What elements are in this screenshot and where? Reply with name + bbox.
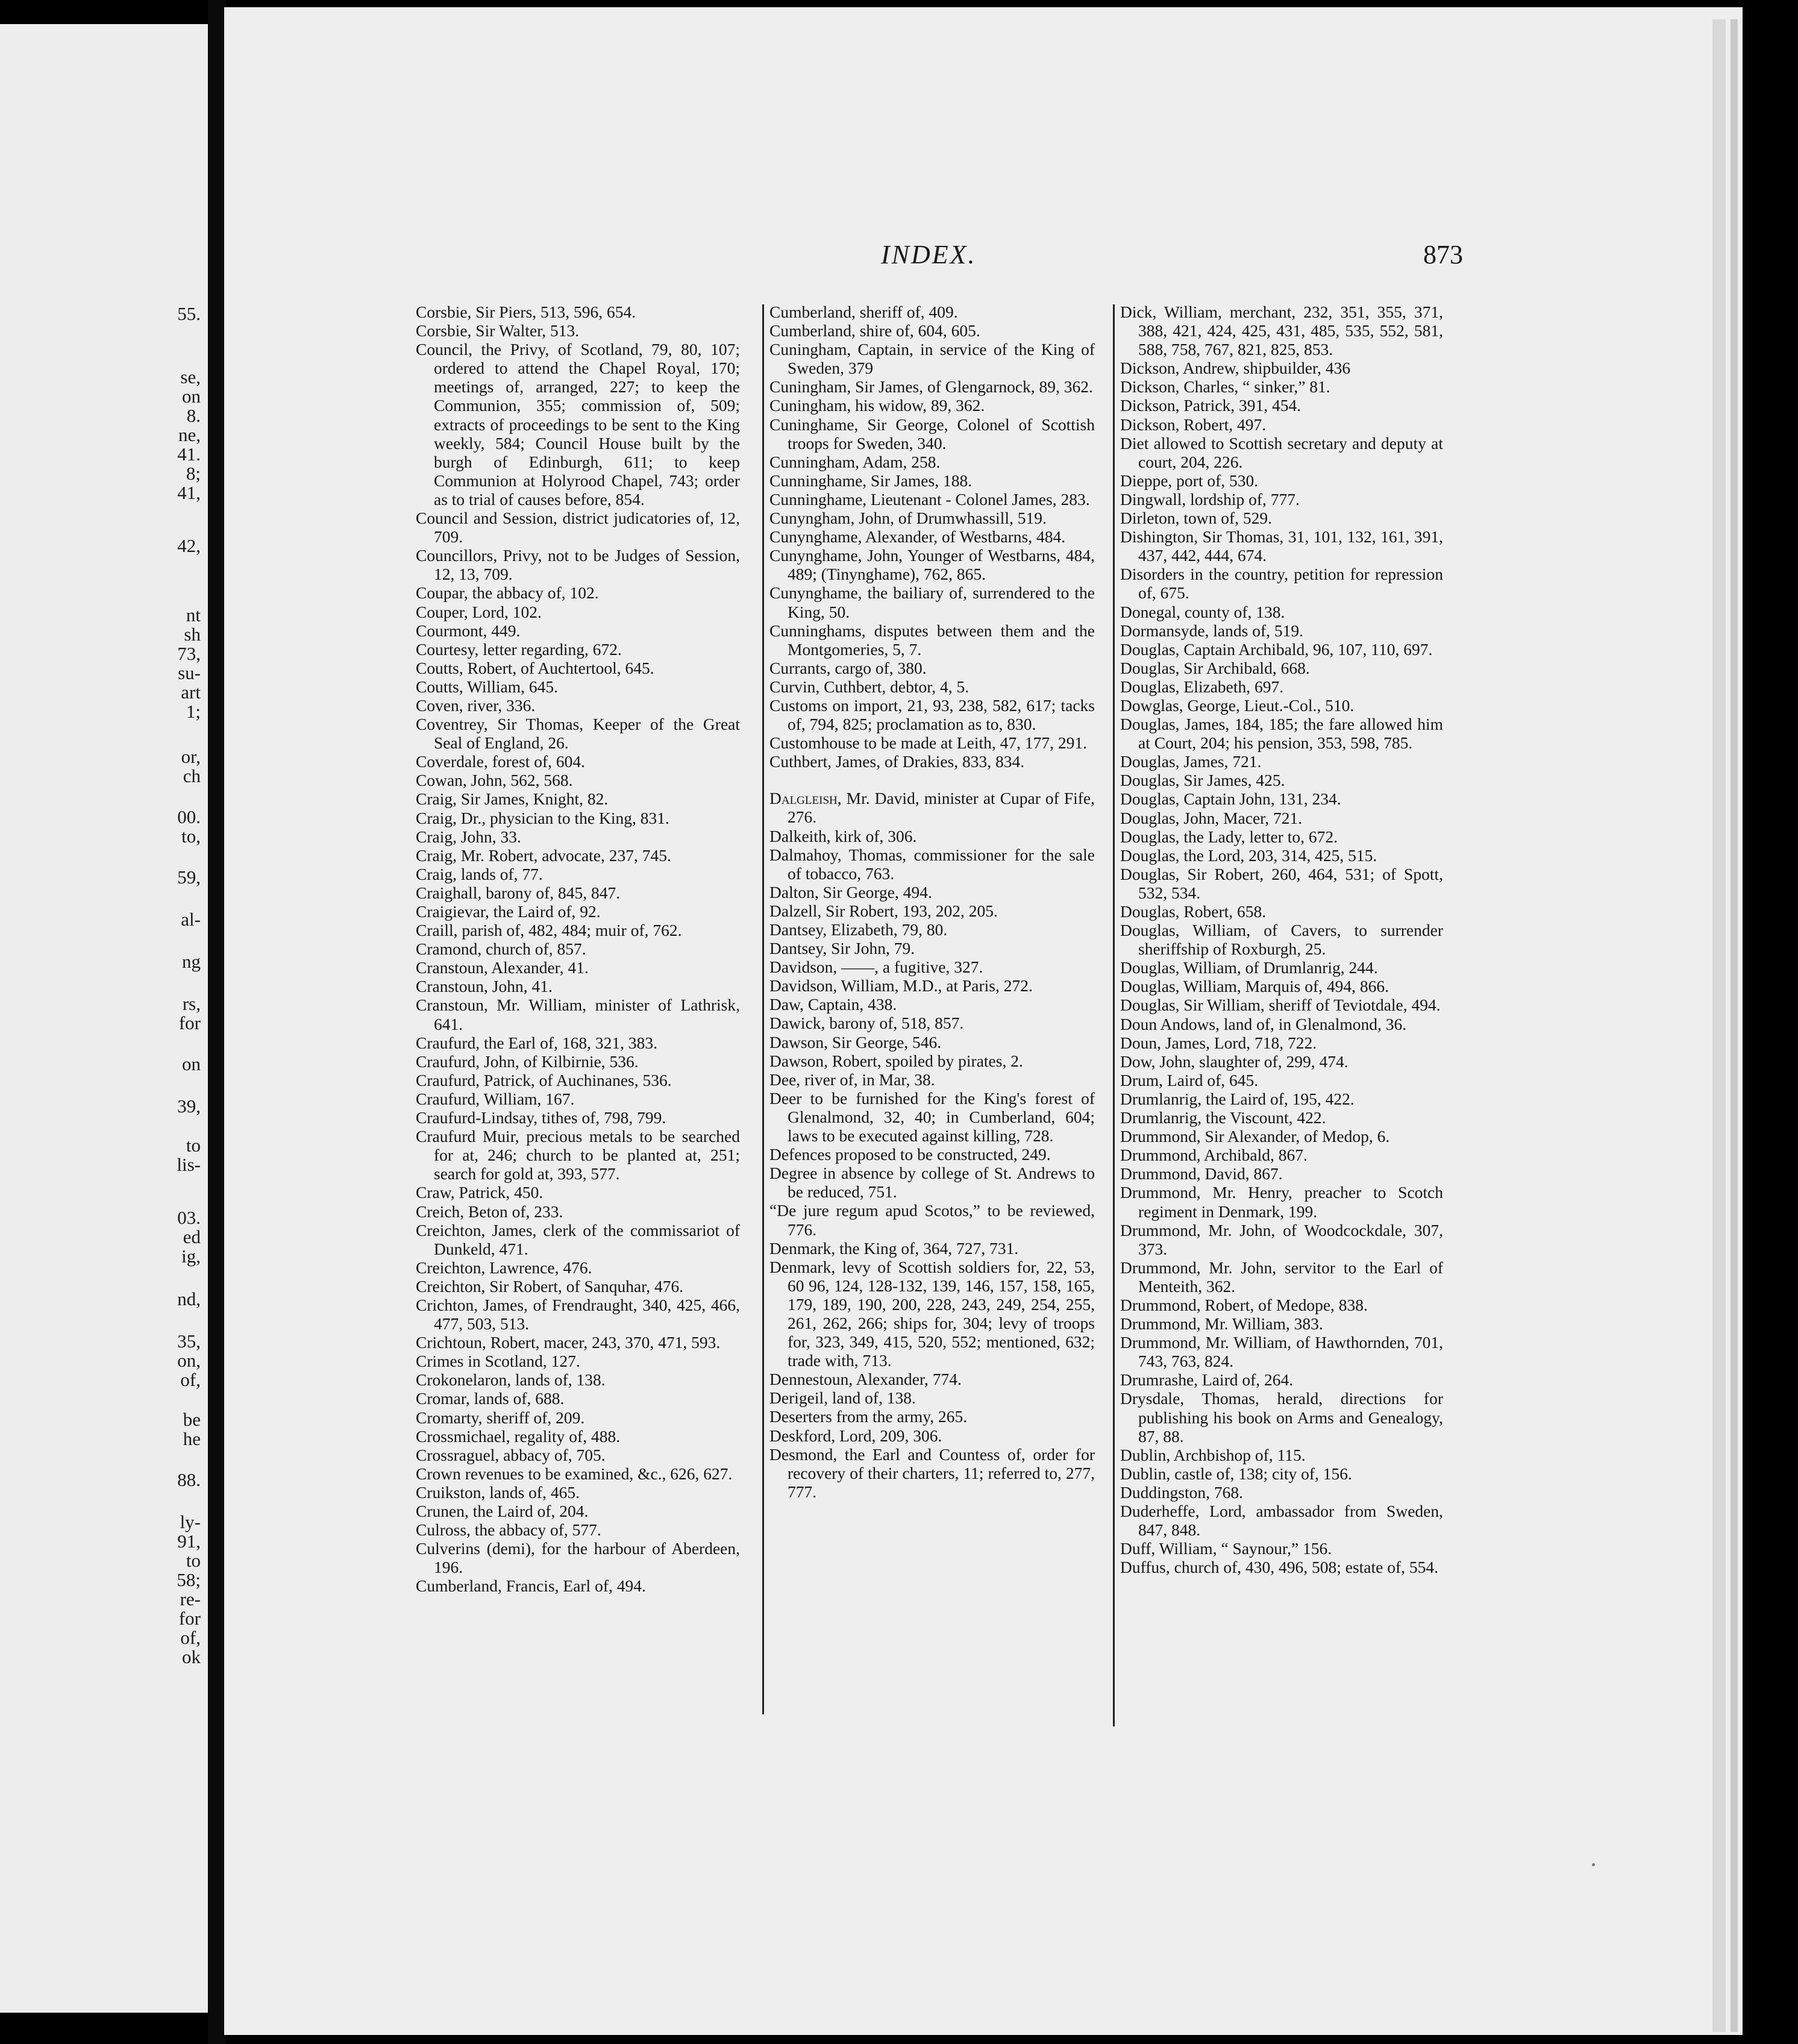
index-column-1 [416,303,740,1595]
facing-page-fragment: al- [181,909,201,930]
facing-page-fragment: of, [180,1627,201,1648]
facing-page-fragment: for [178,1608,201,1629]
running-head: INDEX. [881,240,977,269]
index-entry: Customhouse to be made at Leith, 47, 177, 291. [769,733,1088,753]
index-entry: Councillors, Privy, not to be Judges of Session, 12, 13, 709. [416,546,740,584]
index-entry: Coven, river, 336. [416,695,536,715]
index-entry: Cranstoun, Mr. William, minister of Lathrisk, 641. [416,995,740,1033]
index-entry: Denmark, levy of Scottish soldiers for, 22, 53, 60 96, 124, 128-132, 139, 146, 157, 158, 165, 179, 189, 190, 200, 228, 243, 249, 254, 255, 261, 262, 266; ships for, 304; levy of troops for, 323, 349, 415, 520, 552; mentioned, 632; trade with, 713. [769,1257,1095,1370]
index-entry: Craufurd, Patrick, of Auchinanes, 536. [416,1070,672,1089]
index-entry: Douglas, Sir William, sheriff of Teviotdale, 494. [1120,995,1441,1015]
index-entry: Cuninghame, Sir George, Colonel of Scottish troops for Sweden, 340. [769,415,1095,453]
index-entry: Creichton, Lawrence, 476. [416,1258,592,1277]
index-entry: Coventrey, Sir Thomas, Keeper of the Great Seal of England, 26. [416,715,740,753]
index-entry: Duff, William, “ Saynour,” 156. [1120,1539,1332,1558]
facing-page-fragment: art [181,682,201,703]
index-entry: Douglas, Captain John, 131, 234. [1120,789,1341,809]
index-entry: Dishington, Sir Thomas, 31, 101, 132, 161, 391, 437, 442, 444, 674. [1120,527,1443,565]
index-entry: Craig, Sir James, Knight, 82. [416,789,609,809]
index-entry: Dickson, Andrew, shipbuilder, 436 [1120,359,1351,378]
index-entry: Disorders in the country, petition for repression of, 675. [1120,565,1443,603]
facing-page-fragment: ly- [180,1511,201,1532]
index-entry: Cumberland, Francis, Earl of, 494. [416,1576,646,1596]
facing-page-fragment: be [183,1409,201,1430]
facing-page-fragment: 8. [186,405,201,426]
index-entry: Deskford, Lord, 209, 306. [769,1426,942,1445]
facing-page-fragment: to [186,1135,201,1156]
facing-page-fragment: 58; [177,1569,201,1590]
index-entry: Crunen, the Laird of, 204. [416,1502,589,1520]
index-entry: Dawson, Robert, spoiled by pirates, 2. [769,1051,1023,1070]
index-entry: Douglas, Elizabeth, 697. [1120,677,1284,696]
column-rule [762,304,764,1714]
index-entry: Duddingston, 768. [1120,1482,1243,1502]
facing-page-fragment: lis- [177,1154,201,1175]
index-entry: Craill, parish of, 482, 484; muir of, 762. [416,921,682,940]
index-entry: Douglas, Captain Archibald, 96, 107, 110, 697. [1120,639,1433,659]
index-entry: Douglas, Robert, 658. [1120,902,1267,921]
index-entry: Cunynghame, Alexander, of Westbarns, 484. [769,527,1066,547]
facing-page-fragment: su- [178,662,201,683]
index-entry: Deer to be furnished for the King's forest of Glenalmond, 32, 40; in Cumberland, 604; laws to be executed against killing, 728. [769,1088,1095,1146]
index-entry: Douglas, William, of Drumlanrig, 244. [1120,958,1378,977]
index-column-3 [1120,303,1443,1576]
index-entry: Drumlanrig, the Viscount, 422. [1120,1108,1326,1127]
index-entry: Dieppe, port of, 530. [1120,471,1259,490]
index-entry: Crimes in Scotland, 127. [416,1352,580,1371]
index-entry: Drumrashe, Laird of, 264. [1120,1370,1294,1390]
index-entry: Derigeil, land of, 138. [769,1388,916,1408]
page-edge [1731,19,1738,2032]
index-entry: Craufurd, John, of Kilbirnie, 536. [416,1052,639,1071]
index-entry: Drysdale, Thomas, herald, directions for publishing his book on Arms and Genealogy, 87, 88. [1120,1389,1443,1446]
facing-page-fragment: 39, [177,1096,201,1117]
facing-page-fragment: 91, [177,1531,201,1552]
index-entry: Dublin, Archbishop of, 115. [1120,1445,1306,1464]
index-entry: Douglas, James, 184, 185; the fare allowed him at Court, 204; his pension, 353, 598, 785. [1120,715,1443,753]
page-edge [1712,19,1726,2032]
index-entry: Cunynghame, the bailiary of, surrendered to the King, 50. [769,583,1095,621]
facing-page-fragment: on [182,386,201,407]
index-entry: Crichton, James, of Frendraught, 340, 425, 466, 477, 503, 513. [416,1295,740,1334]
index-entry: Creichton, Sir Robert, of Sanquhar, 476. [416,1276,684,1296]
facing-page-fragment: for [178,1012,201,1033]
index-entry: Dickson, Charles, “ sinker,” 81. [1120,377,1330,397]
facing-page-fragment: se, [180,366,201,387]
index-entry: “De jure regum apud Scotos,” to be reviewed, 776. [769,1201,1095,1239]
index-column-2 [769,303,1095,1501]
index-entry: Cunninghams, disputes between them and the Montgomeries, 5, 7. [769,621,1095,659]
facing-page-fragment: of, [180,1369,201,1390]
index-entry: Cunynghame, John, Younger of Westbarns, 484, 489; (Tinynghame), 762, 865. [769,546,1095,584]
index-entry: Davidson, ——, a fugitive, 327. [769,958,983,977]
index-entry: Cunningham, Adam, 258. [769,452,941,471]
index-entry: Crichtoun, Robert, macer, 243, 370, 471, 593. [416,1333,721,1352]
facing-page-fragment: 88. [177,1469,201,1490]
index-entry: Douglas, James, 721. [1120,752,1262,771]
index-page [224,7,1743,2035]
index-entry: Coupar, the abbacy of, 102. [416,583,599,603]
index-entry: Drummond, Mr. John, of Woodcockdale, 307, 373. [1120,1220,1443,1258]
facing-page-fragment: ng [182,951,201,972]
index-entry: Cromarty, sheriff of, 209. [416,1408,585,1427]
column-rule [1113,304,1115,1726]
index-entry: Cranstoun, Alexander, 41. [416,958,589,977]
index-entry: Drummond, Robert, of Medope, 838. [1120,1295,1368,1314]
index-entry: Dow, John, slaughter of, 299, 474. [1120,1052,1348,1071]
index-entry: Douglas, Sir Robert, 260, 464, 531; of Spott, 532, 534. [1120,864,1443,902]
facing-page-fragment: 59, [177,867,201,888]
index-entry: Craufurd, the Earl of, 168, 321, 383. [416,1033,657,1052]
facing-page-fragment: sh [184,624,201,645]
index-entry: Dirleton, town of, 529. [1120,509,1273,528]
index-entry: Dalkeith, kirk of, 306. [769,826,917,845]
index-entry: Creich, Beton of, 233. [416,1202,563,1221]
facing-page-fragment: re- [180,1588,201,1610]
facing-page-fragment: 55. [177,303,201,324]
index-entry: Dawick, barony of, 518, 857. [769,1014,964,1033]
index-entry: Cunninghame, Sir James, 188. [769,471,973,490]
index-entry: Douglas, the Lady, letter to, 672. [1120,827,1338,846]
page-number: 873 [1423,240,1463,269]
index-entry: Cowan, John, 562, 568. [416,771,573,790]
index-entry: Dee, river of, in Mar, 38. [769,1070,935,1089]
index-entry: Dickson, Patrick, 391, 454. [1120,396,1302,415]
index-entry: Dalton, Sir George, 494. [769,882,932,901]
facing-page-fragment: 41, [177,482,201,503]
index-entry: Drummond, Mr. John, servitor to the Earl of Menteith, 362. [1120,1258,1443,1296]
facing-page-fragment: 03. [177,1207,201,1228]
index-entry: Dalgleish, Mr. David, minister at Cupar of Fife, 276. [769,789,1095,827]
index-entry: Cramond, church of, 857. [416,939,586,959]
index-entry: Coverdale, forest of, 604. [416,752,586,771]
index-entry: Customs on import, 21, 93, 238, 582, 617; tacks of, 794, 825; proclamation as to, 830. [769,695,1095,734]
index-entry: Drummond, Mr. William, of Hawthornden, 701, 743, 763, 824. [1120,1333,1443,1371]
index-entry: Defences proposed to be constructed, 249. [769,1145,1051,1164]
index-entry: Cuningham, his widow, 89, 362. [769,396,985,415]
index-entry: Deserters from the army, 265. [769,1407,968,1426]
index-entry: Douglas, John, Macer, 721. [1120,808,1303,827]
facing-page-fragment: 35, [177,1331,201,1352]
facing-page-fragment: to [186,1550,201,1571]
index-entry: Cruikston, lands of, 465. [416,1482,580,1502]
paper-speck [1592,1863,1595,1866]
facing-page-fragment: nd, [177,1288,201,1309]
index-entry: Dalmahoy, Thomas, commissioner for the sale of tobacco, 763. [769,845,1095,883]
index-entry: Crossmichael, regality of, 488. [416,1426,621,1446]
facing-page-fragment: on [182,1053,201,1074]
page-header [224,239,1743,275]
index-entry: Douglas, Sir James, 425. [1120,771,1285,790]
index-entry: Craig, Mr. Robert, advocate, 237, 745. [416,845,671,865]
index-entry: Crossraguel, abbacy of, 705. [416,1445,606,1464]
index-entry: Davidson, William, M.D., at Paris, 272. [769,976,1033,995]
index-entry: Diet allowed to Scottish secretary and deputy at court, 204, 226. [1120,433,1443,471]
index-entry: Corsbie, Sir Piers, 513, 596, 654. [416,303,636,321]
index-entry: Dingwall, lordship of, 777. [1120,489,1300,509]
index-entry: Craighall, barony of, 845, 847. [416,883,621,902]
index-entry: Douglas, Sir Archibald, 668. [1120,658,1310,677]
facing-page-fragment: ne, [178,424,201,445]
index-entry: Dantsey, Sir John, 79. [769,939,915,958]
index-entry: Cumberland, shire of, 604, 605. [769,321,980,340]
index-entry: Douglas, the Lord, 203, 314, 425, 515. [1120,845,1377,865]
facing-page-fragment: 41. [177,444,201,465]
index-entry: Creichton, James, clerk of the commissariot of Dunkeld, 471. [416,1220,740,1258]
index-entry: Coutts, Robert, of Auchtertool, 645. [416,658,654,677]
facing-page-fragment: rs, [182,993,201,1014]
facing-page-fragment: ig, [181,1246,201,1267]
index-entry: Doun, James, Lord, 718, 722. [1120,1033,1317,1052]
index-entry: Drummond, Mr. William, 383. [1120,1314,1323,1334]
facing-page-fragment: ch [183,765,201,786]
index-entry: Council, the Privy, of Scotland, 79, 80, 107; ordered to attend the Chapel Royal, 170; meetings of, arranged, 227; to keep the Communion, 355; commission of, 509; extracts of proceedings to be sent to the King weekly, 584; Council House built by the burgh of Edinburgh, 611; to keep Communion at Holyrood Chapel, 743; order as to trial of causes before, 854. [416,340,740,509]
index-entry: Denmark, the King of, 364, 727, 731. [769,1238,1019,1258]
index-entry: Courmont, 449. [416,621,521,640]
facing-page-fragment: ed [183,1226,201,1247]
index-entry: Drumlanrig, the Laird of, 195, 422. [1120,1089,1355,1108]
index-entry: Drummond, Mr. Henry, preacher to Scotch regiment in Denmark, 199. [1120,1183,1443,1221]
facing-page-fragment: 8; [186,463,201,484]
index-entry: Culross, the abbacy of, 577. [416,1520,601,1540]
index-entry: Drum, Laird of, 645. [1120,1070,1259,1089]
index-entry: Cumberland, sheriff of, 409. [769,303,958,321]
index-entry: Dowglas, George, Lieut.-Col., 510. [1120,695,1355,715]
index-entry: Couper, Lord, 102. [416,602,542,621]
facing-page-fragment: 1; [186,701,201,722]
index-entry: Corsbie, Sir Walter, 513. [416,321,580,340]
index-entry: Douglas, William, Marquis of, 494, 866. [1120,977,1389,996]
index-entry: Council and Session, district judicatories of, 12, 709. [416,509,740,547]
facing-page-fragment: on, [177,1350,201,1371]
facing-page-fragment: ok [182,1646,201,1667]
index-entry: Craig, Dr., physician to the King, 831. [416,808,669,827]
index-entry: Craufurd Muir, precious metals to be searched for at, 246; church to be planted at, 251; search for gold at, 393, 577. [416,1127,740,1183]
index-entry: Culverins (demi), for the harbour of Aberdeen, 196. [416,1539,740,1577]
index-entry: Cromar, lands of, 688. [416,1389,565,1408]
index-entry: Cranstoun, John, 41. [416,977,553,996]
index-entry: Dublin, castle of, 138; city of, 156. [1120,1464,1352,1483]
index-entry: Craig, John, 33. [416,827,521,846]
index-entry: Dick, William, merchant, 232, 351, 355, 371, 388, 421, 424, 425, 431, 485, 535, 552, 581, 588, 758, 767, 821, 825, 853. [1120,303,1443,359]
index-entry: Dennestoun, Alexander, 774. [769,1370,962,1389]
index-entry: Desmond, the Earl and Countess of, order for recovery of their charters, 11; referred to, 277, 777. [769,1444,1095,1501]
index-entry: Coutts, William, 645. [416,677,558,696]
index-entry: Duffus, church of, 430, 496, 508; estate of, 554. [1120,1558,1439,1577]
index-entry: Craw, Patrick, 450. [416,1183,543,1202]
index-entry: Drummond, Sir Alexander, of Medop, 6. [1120,1127,1390,1146]
index-entry: Craufurd, William, 167. [416,1089,575,1108]
index-entry: Donegal, county of, 138. [1120,602,1285,621]
index-entry: Douglas, William, of Cavers, to surrender sheriffship of Roxburgh, 25. [1120,921,1443,959]
facing-page-fragment: 00. [177,806,201,827]
facing-page [0,24,208,2013]
index-entry: Duderheffe, Lord, ambassador from Sweden, 847, 848. [1120,1502,1443,1540]
facing-page-fragment: 42, [177,535,201,556]
facing-page-fragment: nt [186,604,201,625]
facing-page-fragment: 73, [177,643,201,664]
facing-page-fragment: he [183,1428,201,1449]
index-entry: Cuningham, Captain, in service of the King of Sweden, 379 [769,340,1095,378]
index-entry: Dickson, Robert, 497. [1120,415,1267,434]
index-entry: Degree in absence by college of St. Andrews to be reduced, 751. [769,1164,1095,1202]
index-entry: Dormansyde, lands of, 519. [1120,621,1303,640]
index-entry: Courtesy, letter regarding, 672. [416,639,622,659]
index-entry: Craigievar, the Laird of, 92. [416,902,601,921]
index-entry: Drummond, David, 867. [1120,1164,1283,1183]
index-entry: Cuningham, Sir James, of Glengarnock, 89, 362. [769,377,1093,397]
index-entry: Dantsey, Elizabeth, 79, 80. [769,920,948,939]
index-entry: Craufurd-Lindsay, tithes of, 798, 799. [416,1108,666,1127]
index-entry: Cunninghame, Lieutenant - Colonel James, 283. [769,489,1090,509]
facing-page-fragment: to, [181,826,201,847]
index-entry: Drummond, Archibald, 867. [1120,1146,1308,1165]
index-entry: Currants, cargo of, 380. [769,658,927,677]
index-entry: Curvin, Cuthbert, debtor, 4, 5. [769,677,969,696]
index-entry: Doun Andows, land of, in Glenalmond, 36. [1120,1014,1407,1033]
book-gutter [208,0,226,2044]
index-entry: Dalzell, Sir Robert, 193, 202, 205. [769,901,998,920]
index-entry: Crown revenues to be examined, &c., 626, 627. [416,1464,733,1483]
index-entry: Craig, lands of, 77. [416,864,543,883]
index-entry: Cunyngham, John, of Drumwhassill, 519. [769,509,1047,528]
index-entry: Dawson, Sir George, 546. [769,1032,942,1052]
index-entry: Cuthbert, James, of Drakies, 833, 834. [769,752,1025,771]
index-entry: Crokonelaron, lands of, 138. [416,1370,606,1390]
facing-page-fragment: or, [181,746,201,767]
index-entry: Daw, Captain, 438. [769,995,897,1014]
